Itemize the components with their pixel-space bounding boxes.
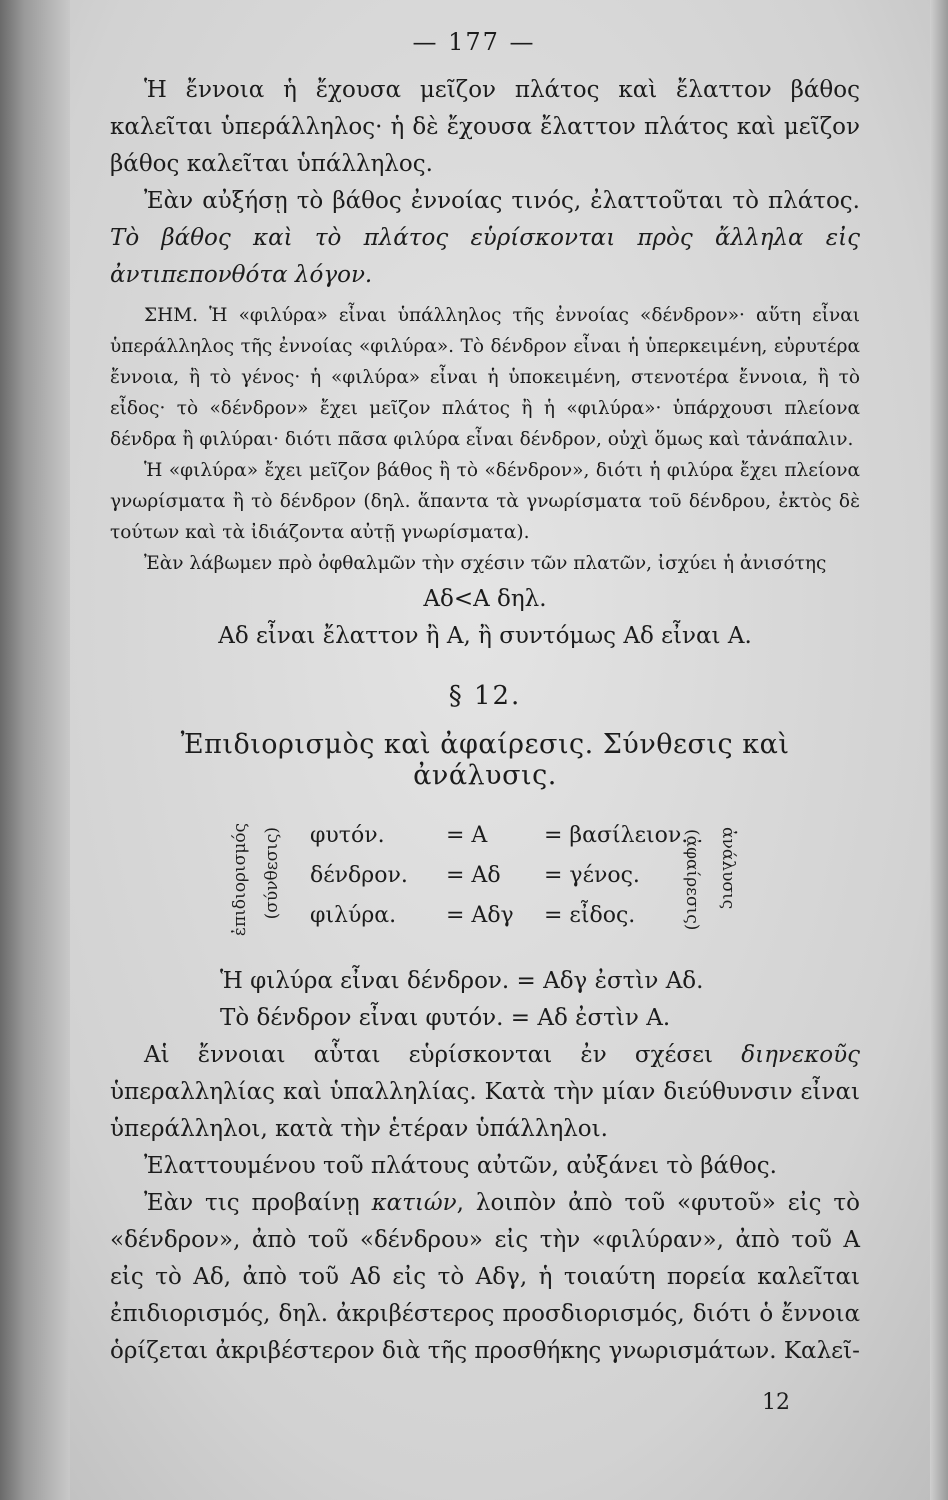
diagram-category: = γένος. — [544, 863, 640, 888]
paragraph-descent-text: Ἐὰν τις προβαίνῃ — [144, 1190, 372, 1216]
section-title: Ἐπιδιορισμὸς καὶ ἀφαίρεσις. Σύνθεσις καὶ ἀνάλυσις. — [180, 729, 790, 791]
diagram-label-right-inner: (ἀφαίρεσις) — [682, 829, 702, 931]
diagram-category: = βασίλειον. — [544, 823, 689, 848]
diagram-category: = εἶδος. — [544, 903, 636, 928]
equation-line-2: Τὸ δένδρον εἶναι φυτόν. = Αδ ἐστὶν Α. — [220, 1005, 671, 1031]
paragraph-inequality: Ἐὰν λάβωμεν πρὸ ὀφθαλμῶν τὴν σχέσιν τῶν πλατῶν, ἰσχύει ἡ ἀνισότης — [144, 553, 827, 574]
paragraph-descent-italic: κατιών — [371, 1190, 457, 1216]
diagram-label-left-inner: (σύνθεσις) — [262, 827, 282, 920]
relation-line-2: Αδ εἶναι ἔλαττον ἢ Α, ἢ συντόμως Αδ εἶναι Α. — [218, 623, 752, 649]
paragraph-relations-text: Αἱ ἔννοιαι αὗται εὑρίσκονται ἐν σχέσει — [144, 1042, 742, 1068]
paragraph-relations-end: ὑπεραλληλίας καὶ ὑπαλληλίας. Κατὰ τὴν μίαν διεύθυνσιν εἶναι ὑπεράλληλοι, κατὰ τὴν ἑτέραν ὑπάλληλοι. — [110, 1079, 860, 1142]
page-header: — 177 — — [412, 28, 536, 56]
diagram-label-right-outer: ἀνάλυσις — [718, 827, 738, 910]
diagram-symbol: = Αδγ — [446, 903, 514, 928]
section-number: § 12. — [448, 681, 522, 711]
page-edge-shadow — [930, 0, 948, 1500]
paragraph-depth-width-italic: Τὸ βάθος καὶ τὸ πλάτος εὑρίσκονται πρὸς ἄλληλα εἰς ἀντιπεπονθότα λόγον. — [110, 225, 860, 288]
book-spine-shadow — [0, 0, 70, 1500]
equation-line-1: Ἡ φιλύρα εἶναι δένδρον. = Αδγ ἐστὶν Αδ. — [220, 968, 704, 994]
note-paragraph: ΣΗΜ. Ἡ «φιλύρα» εἶναι ὑπάλληλος τῆς ἐννοίας «δένδρον»· αὕτη εἶναι ὑπεράλληλος τῆς ἐννοίας «φιλύρα». Τὸ δένδρον εἶναι ἡ ὑπερκειμένη, εὐρυτέρα ἔννοια, ἢ τὸ γένος· ἡ «φιλύρα» εἶναι ἡ ὑποκειμένη, στενοτέρα ἔννοια, ἢ τὸ εἶδος· τὸ «δένδρον» ἔχει μεῖζον πλάτος ἢ ἡ «φιλύρα»· ὑπάρχουσι πλείονα δένδρα ἢ φιλύραι· διότι πᾶσα φιλύρα εἶναι δένδρον, οὐχὶ ὅμως καὶ τἀνάπαλιν. — [110, 305, 860, 450]
page-signature-number: 12 — [762, 1390, 790, 1415]
diagram-row — [310, 863, 640, 888]
diagram-row — [310, 903, 635, 928]
concept-diagram — [110, 819, 860, 959]
diagram-term: φιλύρα. — [310, 903, 397, 928]
diagram-symbol: = Αδ — [446, 863, 501, 888]
diagram-term: φυτόν. — [310, 823, 385, 848]
paragraph-depth-example: Ἡ «φιλύρα» ἔχει μεῖζον βάθος ἢ τὸ «δένδρον», διότι ἡ φιλύρα ἔχει πλείονα γνωρίσματα ἢ τὸ δένδρον (δηλ. ἅπαντα τὰ γνωρίσματα τοῦ δένδρου, ἐκτὸς δὲ τούτων καὶ τὰ ἰδιάζοντα αὐτῇ γνωρίσματα). — [110, 460, 860, 543]
paragraph-depth-width-text: Ἐὰν αὐξήσῃ τὸ βάθος ἐννοίας τινός, ἐλαττοῦται τὸ πλάτος. — [144, 188, 860, 214]
paragraph-definition: Ἡ ἔννοια ἡ ἔχουσα μεῖζον πλάτος καὶ ἔλαττον βάθος καλεῖται ὑπεράλληλος· ἡ δὲ ἔχουσα ἔλαττον πλάτος καὶ μεῖζον βάθος καλεῖται ὑπάλληλος. — [110, 77, 860, 177]
diagram-label-left-outer: ἐπιδιορισμός — [230, 823, 250, 937]
diagram-term: δένδρον. — [310, 863, 408, 888]
paragraph-depth-width — [110, 183, 860, 294]
diagram-symbol: = Α — [446, 823, 488, 848]
paragraph-width-depth: Ἐλαττουμένου τοῦ πλάτους αὐτῶν, αὐξάνει τὸ βάθος. — [144, 1153, 777, 1179]
paragraph-descent-end: , λοιπὸν ἀπὸ τοῦ «φυτοῦ» εἰς τὸ «δένδρον», ἀπὸ τοῦ «δένδρου» εἰς τὴν «φιλύραν», ἀπὸ τοῦ Α εἰς τὸ Αδ, ἀπὸ τοῦ Αδ εἰς τὸ Αδγ, ἡ τοιαύτη πορεία καλεῖται ἐπιδιορισμός, δηλ. ἀκριβέστερος προσδιορισμός, διότι ὁ ἔννοια ὁρίζεται ἀκριβέστερον διὰ τῆς προσθήκης γνωρισμάτων. Καλεῖ- — [110, 1190, 860, 1364]
paragraph-relations — [110, 1037, 860, 1148]
page-body — [110, 72, 860, 1370]
paragraph-descent — [110, 1185, 860, 1370]
relation-line-1: Αδ<Α δηλ. — [423, 586, 547, 612]
paragraph-relations-italic: διηνεκοῦς — [741, 1042, 860, 1068]
diagram-row — [310, 823, 688, 848]
